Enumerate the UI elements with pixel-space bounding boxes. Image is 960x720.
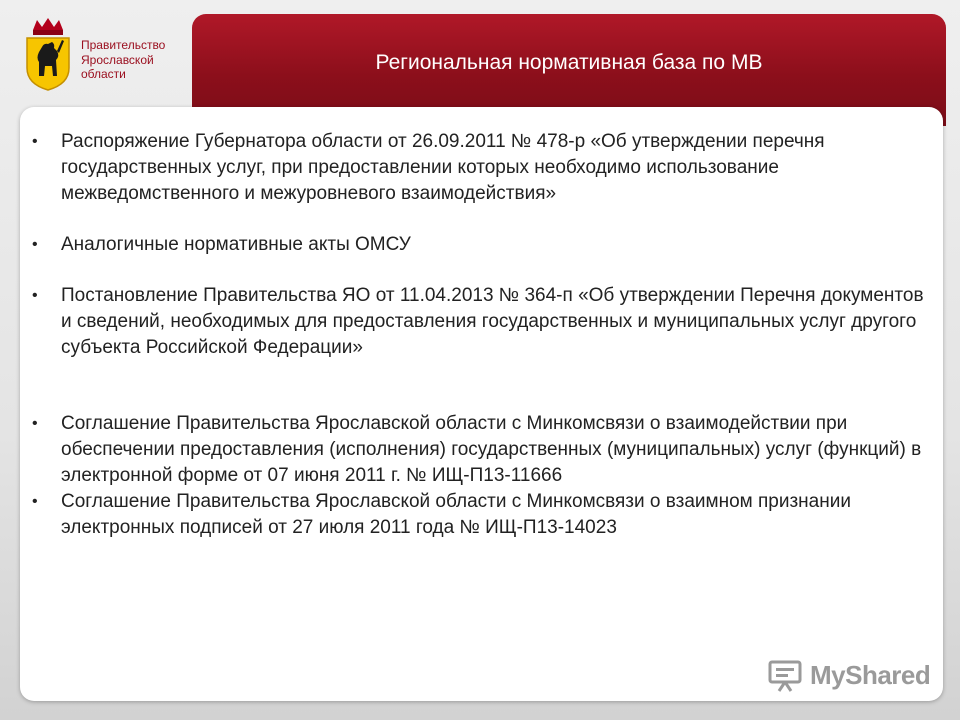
- bullet-icon: •: [32, 493, 38, 510]
- watermark-text: MyShared: [810, 660, 931, 690]
- bullet-list: [32, 129, 937, 541]
- government-logo: [24, 16, 194, 96]
- bullet-icon: •: [32, 415, 38, 432]
- organization-name: Правительство Ярославской области: [81, 38, 166, 81]
- slide-title: Региональная нормативная база по МВ: [375, 51, 763, 74]
- bullet-icon: •: [32, 133, 38, 150]
- list-item: [32, 129, 937, 207]
- list-item-text: Постановление Правительства ЯО от 11.04.2013 № 364-п «Об утверждении Перечня документов и сведений, необходимых для предоставления государственных и муниципальных услуг другого субъекта Российской Федерации»: [61, 285, 924, 358]
- presentation-board-icon: [768, 658, 806, 692]
- list-item-text: Соглашение Правительства Ярославской области с Минкомсвязи о взаимном признании электронных подписей от 27 июля 2011 года № ИЩ-П13-14023: [61, 491, 851, 538]
- list-item: [32, 411, 937, 489]
- coat-of-arms-icon: [24, 16, 72, 92]
- list-item-text: Аналогичные нормативные акты ОМСУ: [61, 234, 411, 255]
- list-item: [32, 283, 937, 361]
- list-item-text: Соглашение Правительства Ярославской области с Минкомсвязи о взаимодействии при обеспечении предоставления (исполнения) государственных (муниципальных) услуг (функций) в электронной форме от 07 июня 2011 г. № ИЩ-П13-11666: [61, 413, 922, 486]
- list-item: [32, 232, 937, 258]
- bullet-icon: •: [32, 236, 38, 253]
- list-item: [32, 489, 937, 541]
- bullet-icon: •: [32, 287, 38, 304]
- watermark: [768, 658, 931, 694]
- list-item-text: Распоряжение Губернатора области от 26.09.2011 № 478-р «Об утверждении перечня государственных услуг, при предоставлении которых необходимо использование межведомственного и межуровневого взаимодействия»: [61, 131, 825, 204]
